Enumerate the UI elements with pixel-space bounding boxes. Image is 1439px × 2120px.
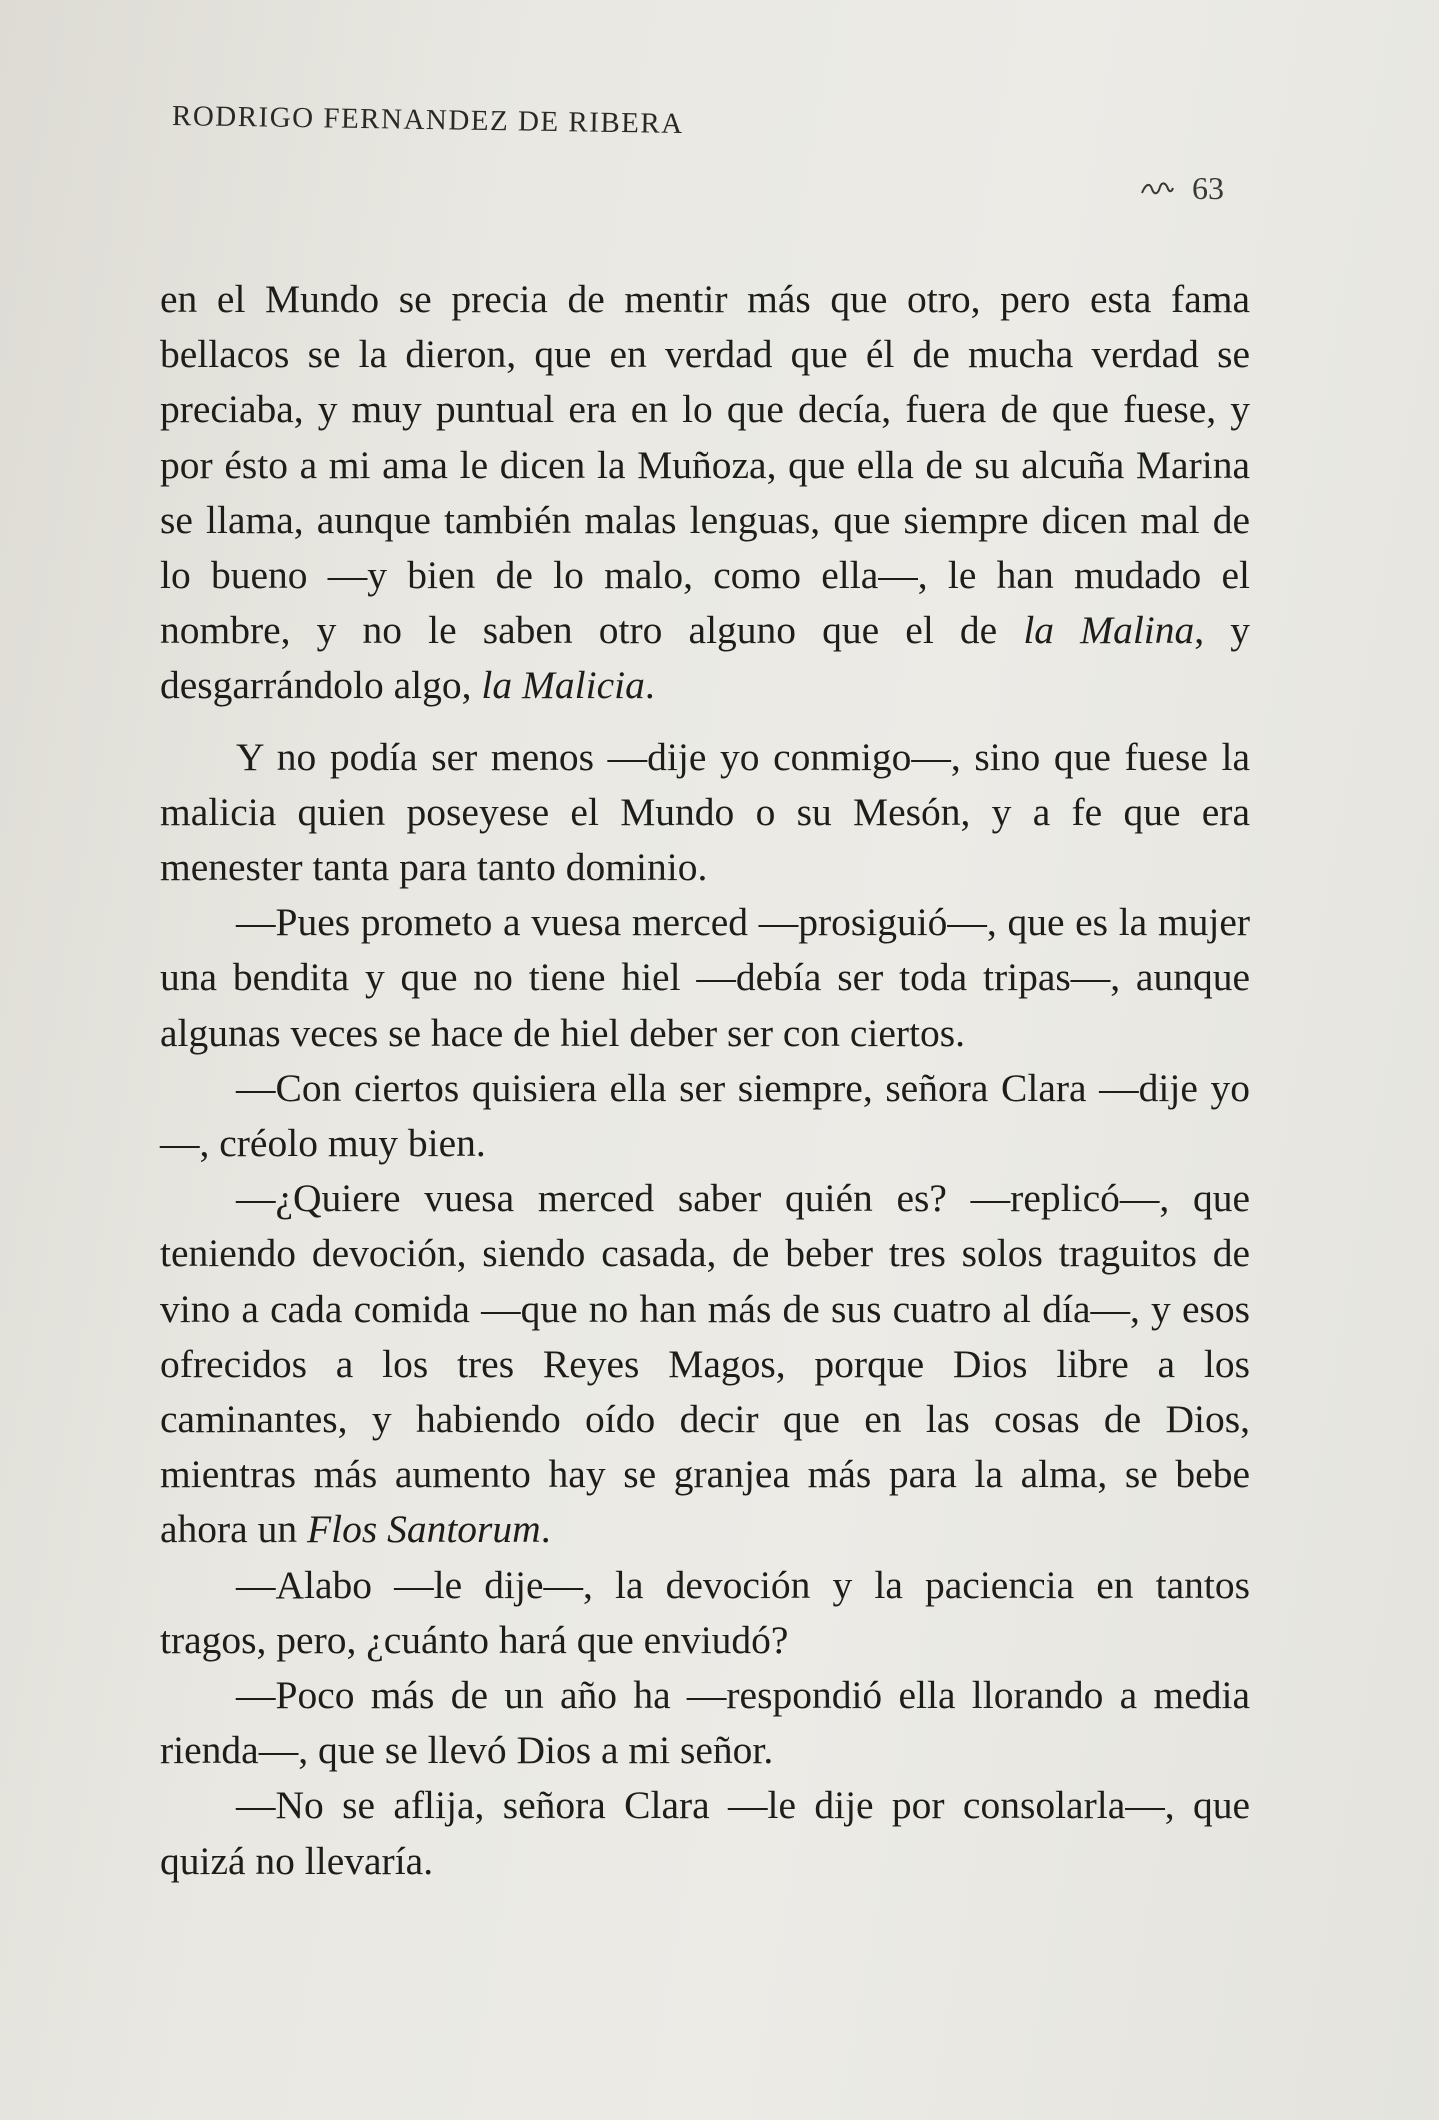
paragraph-3: —Pues prometo a vuesa merced —prosiguió—, que es la mujer una bendita y que no tiene hiel —debía ser toda tripas—, aunque algunas veces se hace de hiel deber ser con ciertos. bbox=[160, 900, 1250, 1055]
text-run: , y desgarrándolo algo, bbox=[160, 608, 1251, 708]
body-text bbox=[160, 272, 1250, 1889]
text-run: —¿Quiere vuesa merced saber quién es? —replicó—, que teniendo devoción, siendo casada, de beber tres solos traguitos de vino a cada comida —que no han más de sus cuatro al día—, y esos ofrecidos a los tres Reyes Magos, porque Dios libre a los caminantes, y habiendo oído decir que en las cosas de Dios, mientras más aumento hay se granjea más para la alma, se bebe ahora un bbox=[160, 1176, 1250, 1552]
paragraph-1 bbox=[160, 272, 1250, 714]
swash-ornament-icon bbox=[1140, 179, 1174, 199]
text-run: en el Mundo se precia de mentir más que otro, pero esta fama bellacos se la dieron, que en verdad que él de mucha verdad se preciaba, y muy puntual era en lo que decía, fuera de que fuese, y por ésto a mi ama le dicen la Muñoza, que ella de su alcuña Marina se llama, aunque también malas lenguas, que siempre dicen mal de lo bueno —y bien de lo malo, como ella—, le han mudado el nombre, y no le saben otro alguno que el de bbox=[160, 277, 1250, 653]
paragraph-4: —Con ciertos quisiera ella ser siempre, señora Clara —dije yo—, créolo muy bien. bbox=[160, 1065, 1250, 1166]
running-title: RODRIGO FERNANDEZ DE RIBERA bbox=[171, 100, 684, 141]
paragraph-5 bbox=[160, 1171, 1250, 1557]
italic-run: la Malicia bbox=[481, 663, 645, 708]
text-run: . bbox=[540, 1507, 551, 1552]
text-run: . bbox=[644, 663, 655, 708]
page-number: 63 bbox=[1192, 170, 1224, 206]
page-folio bbox=[1140, 170, 1224, 207]
italic-run: la Malina bbox=[1023, 608, 1195, 653]
paragraph-7: —Poco más de un año ha —respondió ella llorando a media rienda—, que se llevó Dios a mi señor. bbox=[160, 1673, 1250, 1773]
italic-run: Flos Santorum bbox=[306, 1507, 541, 1552]
paragraph-8: —No se aflija, señora Clara —le dije por consolarla—, que quizá no llevaría. bbox=[160, 1783, 1250, 1883]
paragraph-2: Y no podía ser menos —dije yo conmigo—, sino que fuese la malicia quien poseyese el Mundo o su Mesón, y a fe que era menester tanta para tanto dominio. bbox=[160, 734, 1250, 890]
paragraph-6: —Alabo —le dije—, la devoción y la paciencia en tantos tragos, pero, ¿cuánto hará que enviudó? bbox=[160, 1562, 1250, 1662]
